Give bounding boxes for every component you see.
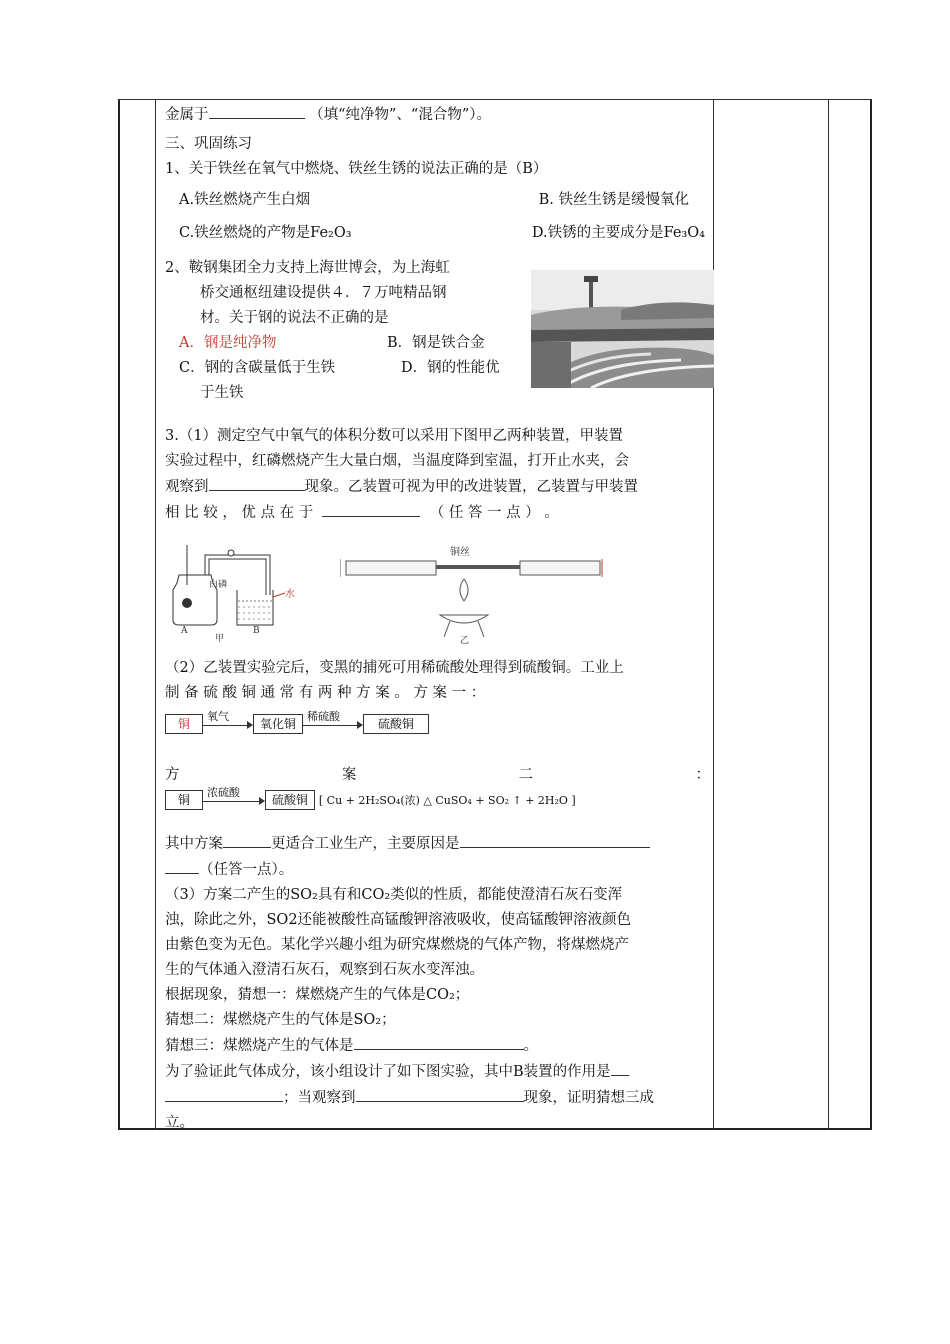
label-jia: 甲 (215, 634, 225, 643)
q3-part3: 其中方案 更适合工业生产，主要原因是 （任答一点）。 （3）方案二产生的SO₂具有和CO₂类似的性质，都能使澄清石灰石变浑 浊，除此之外，SO2还能被酸性高锰酸钾溶液吸收，使高锰酸钾溶液颜色 由紫色变为无色。某化学兴趣小组为研究煤燃烧的气体产物，将煤燃烧产 生的气体通入澄清石灰石，观察到石灰水变浑浊。 根据现象，猜想一：煤燃烧产生的气体是CO₂； 猜想二：煤燃烧产生的气体是SO₂； 猜想三：煤燃烧产生的气体是 。 为了验证此气体成分，该小组设计了如下图实验，其中B装置的作用是 ；当观察到 现象，证明猜想三成 立。 (165, 831, 710, 1136)
scheme-two-label: 方 案 二 ： (165, 767, 710, 783)
hongqiao-photo (531, 270, 714, 388)
section-heading: 三、巩固练习 (165, 136, 252, 152)
answer-blank[interactable] (611, 1059, 629, 1076)
answer-blank[interactable] (209, 474, 305, 491)
q2: 2、鞍钢集团全力支持上海世博会，为上海虹 桥交通枢纽建设提供４．７万吨精品钢 材。关于钢的说法不正确的是 A．钢是纯净物 B．钢是铁合金 C．钢的含碳量低于生铁 D．钢的性能优 于生铁 (165, 260, 500, 401)
table-divider (828, 99, 829, 1130)
answer-blank[interactable] (223, 831, 271, 848)
q1-options-ab: A.铁丝燃烧产生白烟 B. 铁丝生锈是缓慢氧化 (179, 192, 689, 208)
answer-blank[interactable] (354, 1033, 524, 1050)
table-divider (713, 99, 714, 1130)
line1: 金属于 （填“纯净物”、“混合物”）。 (165, 102, 710, 128)
label-a: A (181, 626, 188, 636)
q1-options-cd: C.铁丝燃烧的产物是Fe₂O₃ D.铁锈的主要成分是Fe₃O₄ (179, 225, 705, 241)
apparatus-yi (340, 545, 610, 645)
answer-blank[interactable] (165, 1085, 283, 1102)
q1-stem: 1、关于铁丝在氧气中燃烧、铁丝生锈的说法正确的是（B） (165, 161, 548, 177)
label-b: B (253, 626, 260, 636)
label-copper-wire: 铜丝 (450, 547, 470, 558)
answer-blank[interactable] (356, 1085, 524, 1102)
q3-part1: 3.（1）测定空气中氧气的体积分数可以采用下图甲乙两种装置，甲装置 实验过程中，红磷燃烧产生大量白烟，当温度降到室温，打开止水夹，会 观察到 现象。乙装置可视为甲的改进装置，乙装置与甲装置 相 比 较 ， 优 点 在 于 （ 任 答 一 点 ） 。 (165, 428, 638, 521)
answer-blank[interactable] (460, 831, 650, 848)
label-water: 水 (285, 589, 295, 600)
apparatus-jia (165, 535, 305, 643)
answer-blank[interactable] (322, 500, 420, 517)
label-white-phosphorus: 白磷 (209, 580, 228, 590)
answer-blank[interactable] (209, 102, 305, 119)
scheme-two-flow: 铜 浓硫酸 硫酸铜 [ Cu + 2H₂SO₄(浓) △ CuSO₄ + SO₂ ↑ + 2H₂O ] (165, 788, 710, 813)
answer-blank[interactable] (165, 857, 199, 874)
table-divider (155, 99, 156, 1130)
q3-part2: （2）乙装置实验完后，变黑的捕死可用稀硫酸处理得到硫酸铜。工业上 制 备 硫 酸 铜 通 常 有 两 种 方 案 。 方 案 一 ： 铜 氧气 氧化铜 稀硫酸 硫酸铜 方 案 二 ： 铜 浓硫酸 硫酸铜 [ Cu + 2H₂SO₄(浓) △ CuSO₄ + SO₂ ↑ + 2H₂O ] 其中方案 更适合工业生产，主要原因是 （任答一点）。 （3）方案二产生的SO₂具有和CO₂类似的性质，都能使澄清石灰石变浑 浊，除此之外，SO2还能被酸性高锰酸钾溶液吸收，使高锰酸钾溶液颜色 由紫色变为无色。某化学兴趣小组为研究煤燃烧的气体产物，将煤燃烧产 生的气体通入澄清石灰石，观察到石灰水变浑浊。 根据现象，猜想一：煤燃烧产生的气体是CO₂； 猜想二：煤燃烧产生的气体是SO₂； 猜想三：煤燃烧产生的气体是 。 为了验证此气体成分，该小组设计了如下图实验，其中B装置的作用是 ；当观察到 现象，证明猜想三成 立。 (165, 656, 710, 1136)
label-yi: 乙 (460, 636, 470, 645)
scheme-one-flow: 铜 氧气 氧化铜 稀硫酸 硫酸铜 (165, 712, 710, 737)
